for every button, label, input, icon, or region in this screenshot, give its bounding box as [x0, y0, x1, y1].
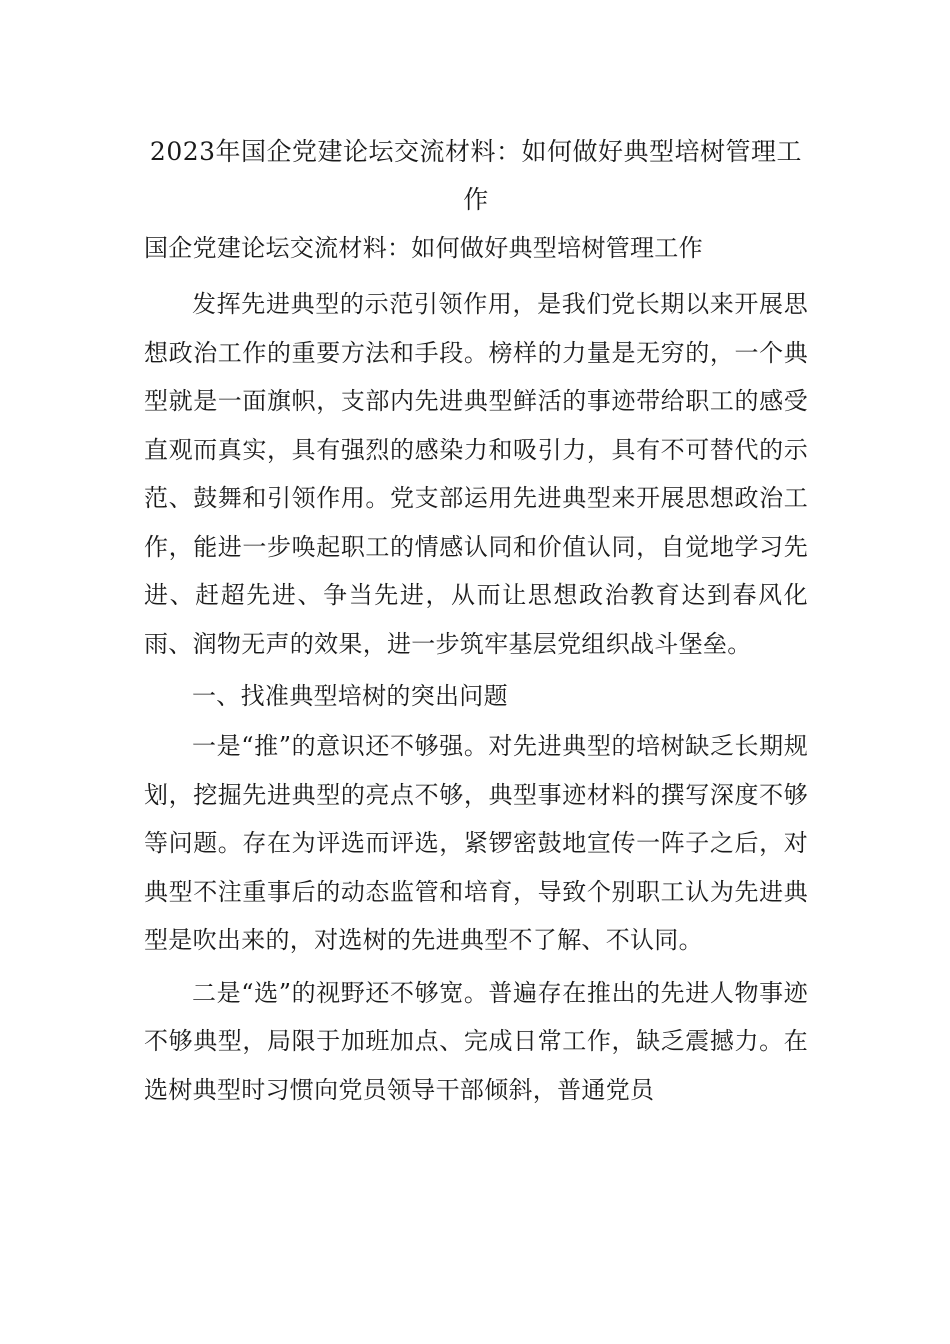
point-one-paragraph: 一是“推”的意识还不够强。对先进典型的培树缺乏长期规划，挖掘先进典型的亮点不够，典型事迹材料的撰写深度不够等问题。存在为评选而评选，紧锣密鼓地宣传一阵子之后，对典型不注重事后的动态监管和培育，导致个别职工认为先进典型是吹出来的，对选树的先进典型不了解、不认同。	[144, 732, 808, 954]
section-heading: 一、找准典型培树的突出问题	[192, 682, 508, 710]
point-two-paragraph: 二是“选”的视野还不够宽。普遍存在推出的先进人物事迹不够典型，局限于加班加点、完成日常工作，缺乏震撼力。在选树典型时习惯向党员领导干部倾斜，普通党员	[144, 978, 808, 1104]
document-title: 2023年国企党建论坛交流材料：如何做好典型培树管理工作	[149, 137, 803, 214]
document-page	[144, 128, 808, 1118]
intro-paragraph: 发挥先进典型的示范引领作用，是我们党长期以来开展思想政治工作的重要方法和手段。榜样的力量是无穷的，一个典型就是一面旗帜，支部内先进典型鲜活的事迹带给职工的感受直观而真实，具有强烈的感染力和吸引力，具有不可替代的示范、鼓舞和引领作用。党支部运用先进典型来开展思想政治工作，能进一步唤起职工的情感认同和价值认同，自觉地学习先进、赶超先进、争当先进，从而让思想政治教育达到春风化雨、润物无声的效果，进一步筑牢基层党组织战斗堡垒。	[144, 290, 808, 658]
document-subtitle: 国企党建论坛交流材料：如何做好典型培树管理工作	[144, 234, 703, 262]
